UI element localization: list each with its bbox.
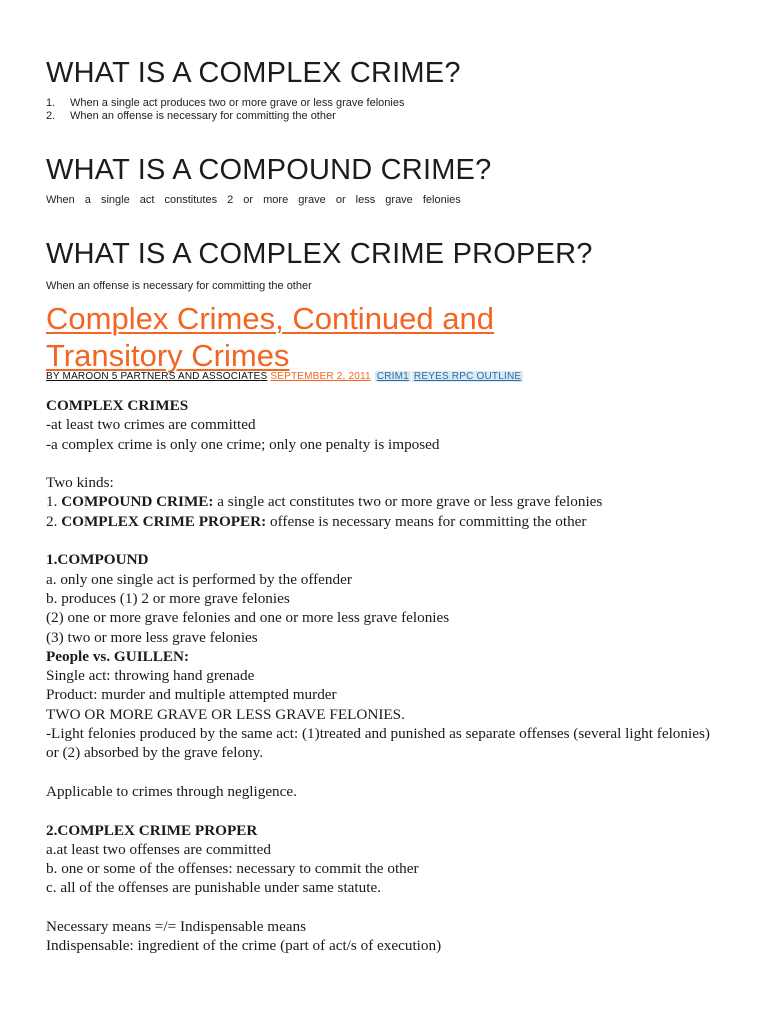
tag-crim1[interactable]: CRIM1	[376, 371, 409, 382]
article-body	[46, 396, 726, 956]
complex-crimes-heading: COMPLEX CRIMES	[46, 397, 189, 414]
body-line: Product: murder and multiple attempted murder	[46, 686, 337, 704]
complex-crime-list	[46, 97, 404, 123]
body-line: a.at least two offenses are committed	[46, 840, 271, 858]
tag-reyes-rpc-outline[interactable]: REYES RPC OUTLINE	[413, 371, 522, 382]
body-line: b. produces (1) 2 or more grave felonies	[46, 589, 290, 607]
heading-compound-crime: WHAT IS A COMPOUND CRIME?	[46, 154, 492, 186]
author-link[interactable]: BY MAROON 5 PARTNERS AND ASSOCIATES	[46, 371, 268, 382]
case-heading: People vs. GUILLEN:	[46, 647, 190, 665]
body-line: Two kinds:	[46, 474, 114, 492]
body-paragraph: -Light felonies produced by the same act: (1)treated and punished as separate offenses (several light felonies) or (2) absorbed by the grave felony.	[46, 725, 710, 762]
compound-heading: 1.COMPOUND	[46, 551, 149, 569]
body-line: -a complex crime is only one crime; only one penalty is imposed	[46, 435, 440, 453]
kind-2: 2. COMPLEX CRIME PROPER: offense is necessary means for committing the other	[46, 512, 587, 530]
article-title-link[interactable]: Complex Crimes, Continued and Transitory Crimes	[46, 301, 494, 373]
complex-crime-proper-definition: When an offense is necessary for committing the other	[46, 280, 312, 292]
body-line: c. all of the offenses are punishable under same statute.	[46, 879, 381, 897]
body-line: (3) two or more less grave felonies	[46, 628, 258, 646]
body-line: -at least two crimes are committed	[46, 416, 256, 434]
heading-complex-crime: WHAT IS A COMPLEX CRIME?	[46, 57, 461, 89]
compound-crime-definition: When a single act constitutes 2 or more grave or less grave felonies	[46, 194, 461, 206]
date-link[interactable]: SEPTEMBER 2, 2011	[270, 371, 371, 382]
complex-crime-proper-heading: 2.COMPLEX CRIME PROPER	[46, 821, 258, 839]
heading-complex-crime-proper: WHAT IS A COMPLEX CRIME PROPER?	[46, 238, 593, 270]
body-line: TWO OR MORE GRAVE OR LESS GRAVE FELONIES.	[46, 705, 405, 723]
body-line: Single act: throwing hand grenade	[46, 667, 255, 685]
article-meta	[46, 371, 523, 382]
body-line: Indispensable: ingredient of the crime (part of act/s of execution)	[46, 937, 442, 955]
body-line: a. only one single act is performed by the offender	[46, 570, 352, 588]
body-line: Necessary means =/= Indispensable means	[46, 918, 307, 936]
list-item: 1. When a single act produces two or more grave or less grave felonies	[46, 97, 405, 109]
list-item: 2. When an offense is necessary for committing the other	[46, 110, 336, 122]
body-line: b. one or some of the offenses: necessary to commit the other	[46, 860, 419, 878]
body-line: Applicable to crimes through negligence.	[46, 782, 297, 800]
kind-1: 1. COMPOUND CRIME: a single act constitutes two or more grave or less grave felonies	[46, 493, 603, 511]
body-line: (2) one or more grave felonies and one or more less grave felonies	[46, 609, 450, 627]
